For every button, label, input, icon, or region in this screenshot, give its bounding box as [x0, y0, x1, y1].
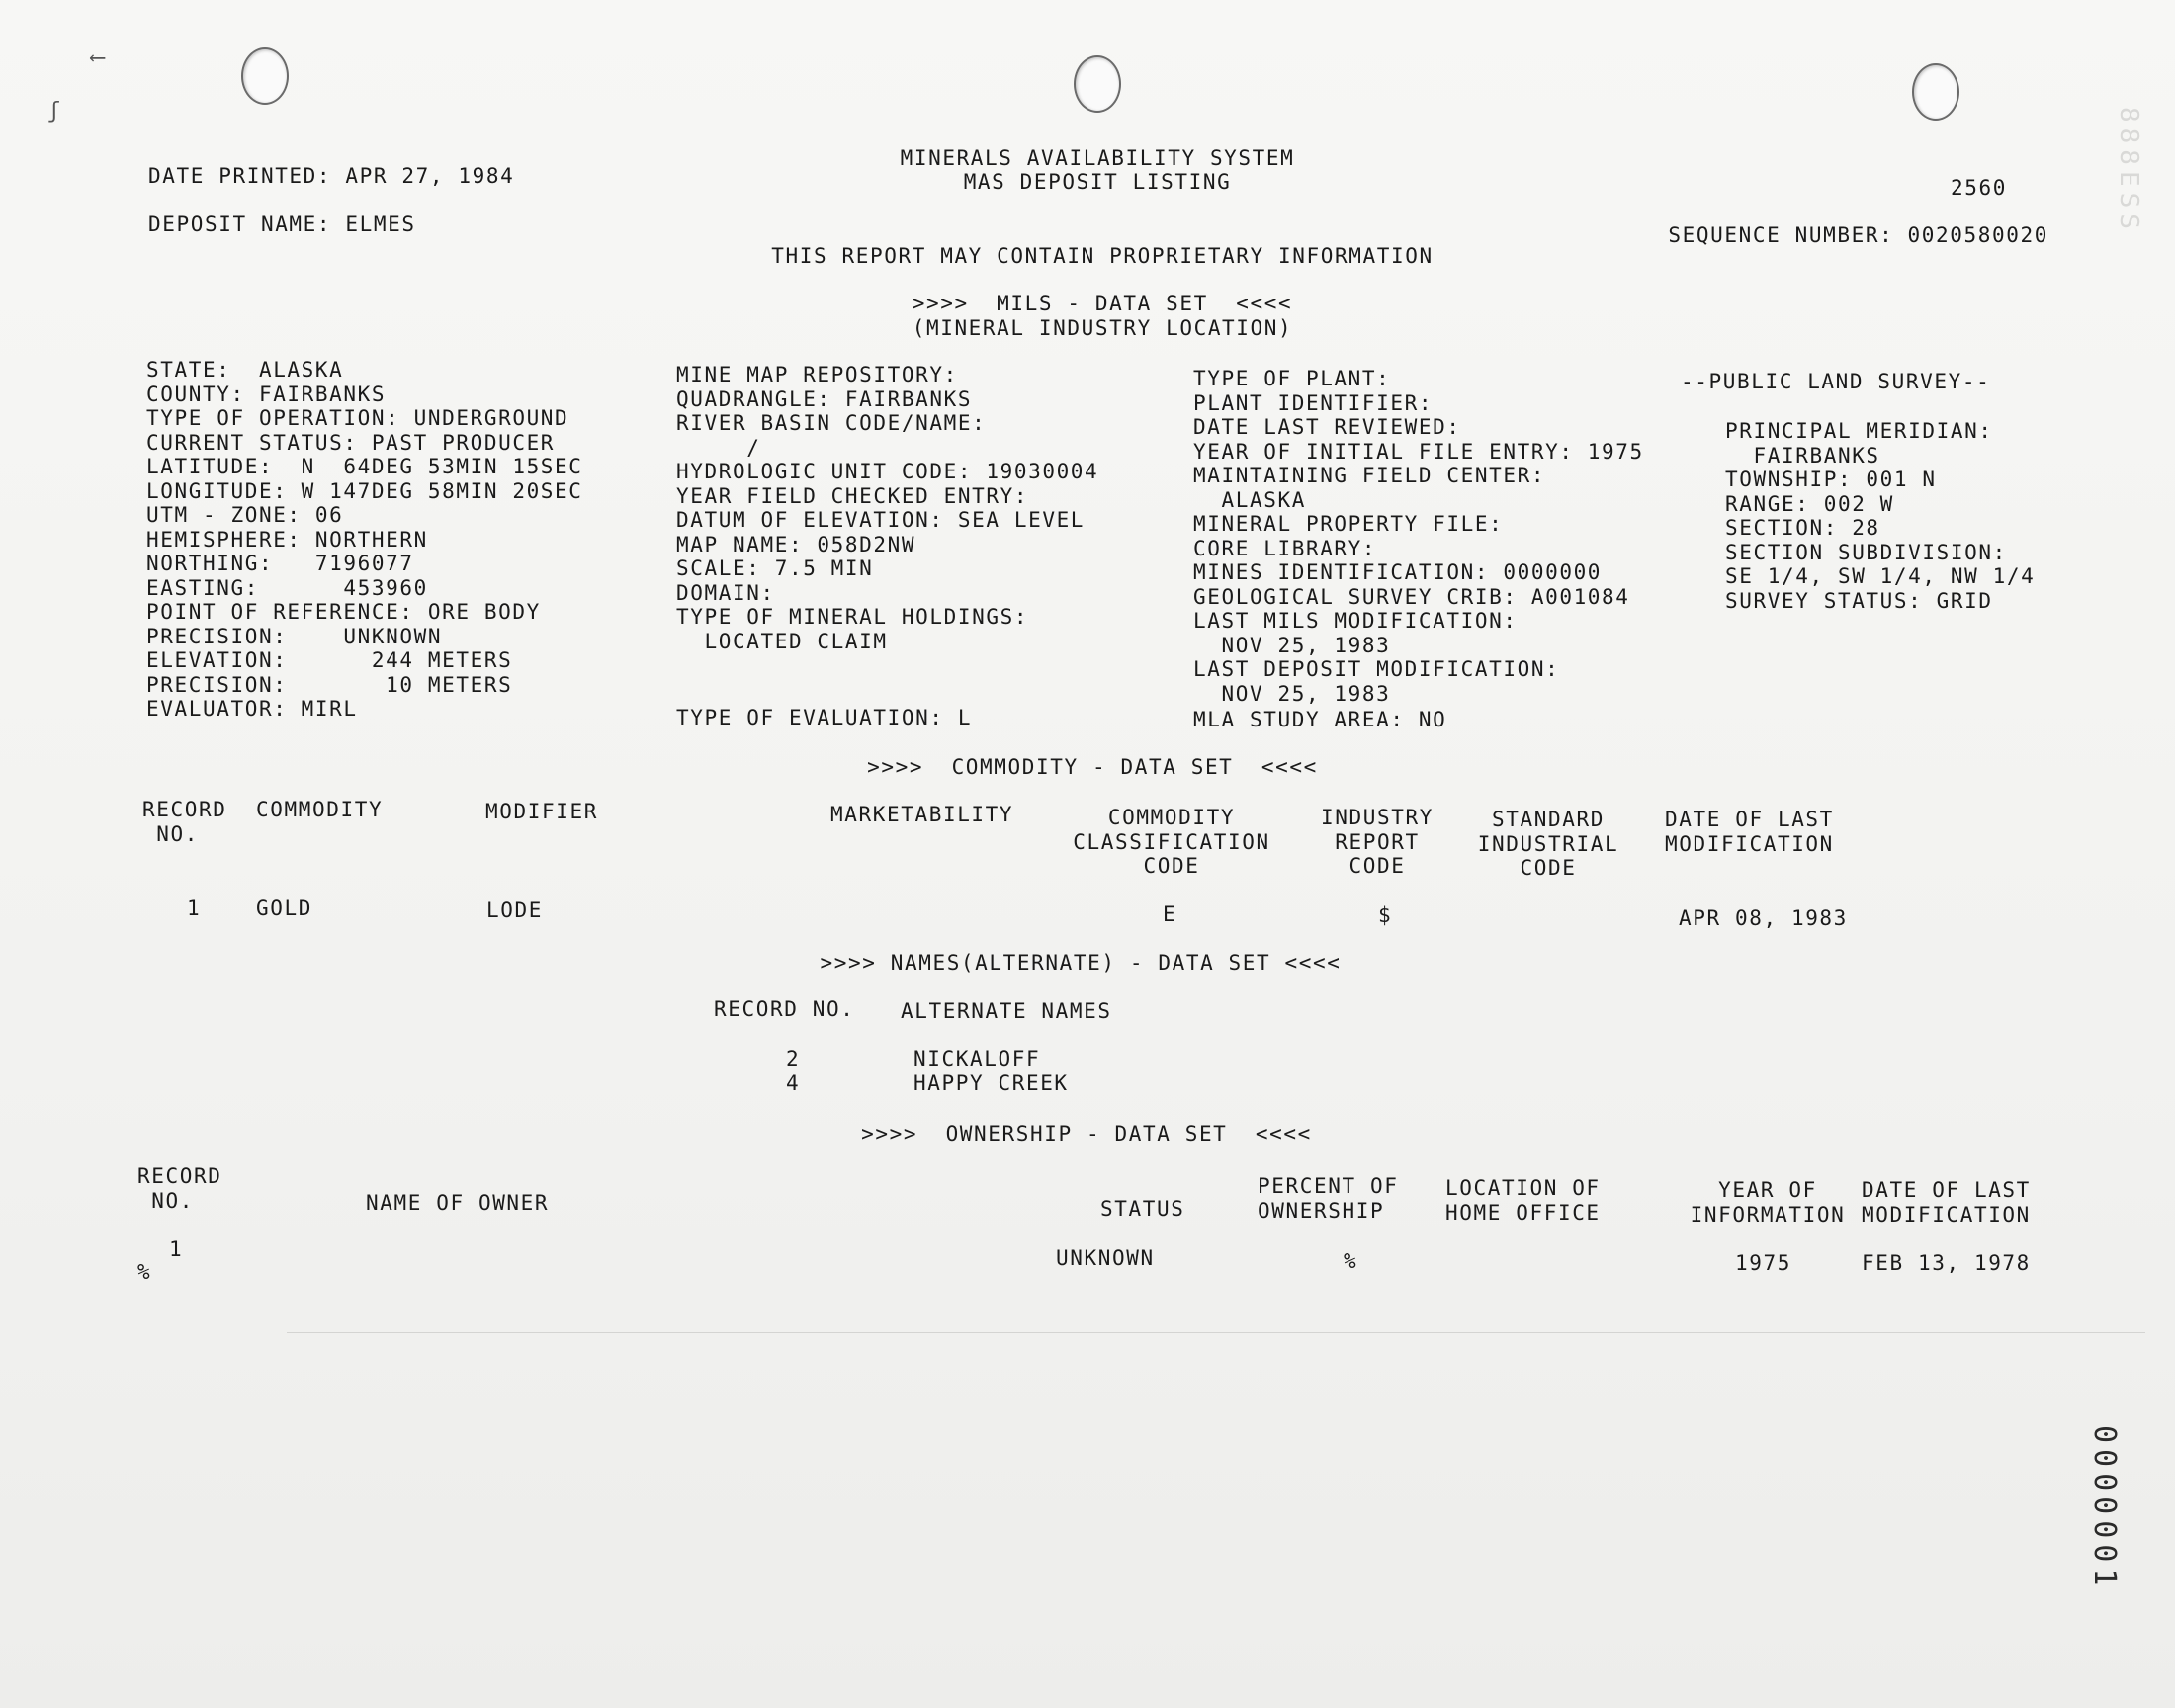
mils-field: HYDROLOGIC UNIT CODE: 19030004 [676, 460, 1099, 483]
commodity-record: 1 [187, 897, 202, 920]
mils-field: LOCATED CLAIM [676, 629, 888, 653]
mils-field: TYPE OF MINERAL HOLDINGS: [676, 605, 1029, 629]
commodity-date: APR 08, 1983 [1679, 906, 1848, 930]
mils-field: COUNTY: FAIRBANKS [146, 382, 387, 406]
mla-study-area: MLA STUDY AREA: NO [1193, 708, 1447, 731]
ownership-title: >>>> OWNERSHIP - DATA SET <<<< [861, 1122, 1312, 1146]
commodity-header-date: DATE OF LAST MODIFICATION [1665, 808, 1834, 856]
mils-field: / [676, 435, 761, 460]
mils-field: HEMISPHERE: NORTHERN [146, 527, 428, 552]
commodity-header-commodity: COMMODITY [256, 798, 384, 821]
pls-field: SURVEY STATUS: GRID [1725, 588, 1993, 613]
ownership-percent: % [1344, 1249, 1358, 1273]
mils-field: NORTHING: 7196077 [146, 552, 414, 575]
names-header-name: ALTERNATE NAMES [901, 999, 1112, 1023]
commodity-header-sic: STANDARD INDUSTRIAL CODE [1477, 808, 1619, 880]
mils-field: MINES IDENTIFICATION: 0000000 [1193, 560, 1603, 584]
mils-field: ELEVATION: 244 METERS [146, 648, 513, 672]
mils-field: NOV 25, 1983 [1193, 681, 1391, 706]
commodity-industry-code: $ [1378, 903, 1393, 927]
names-title: >>>> NAMES(ALTERNATE) - DATA SET <<<< [820, 951, 1342, 975]
mils-field: CORE LIBRARY: [1193, 536, 1377, 560]
mils-title: >>>> MILS - DATA SET <<<< [912, 292, 1293, 315]
mils-field: DATE LAST REVIEWED: [1193, 415, 1461, 439]
mils-field: PRECISION: 10 METERS [146, 672, 513, 697]
mils-field: QUADRANGLE: FAIRBANKS [676, 386, 973, 411]
mils-field: EVALUATOR: MIRL [146, 697, 358, 721]
ownership-year: 1975 [1735, 1251, 1791, 1275]
mils-field: LATITUDE: N 64DEG 53MIN 15SEC [146, 455, 583, 478]
mils-field: DATUM OF ELEVATION: SEA LEVEL [676, 508, 1086, 532]
pls-field: PRINCIPAL MERIDIAN: [1725, 419, 1993, 443]
names-header-record: RECORD NO. [714, 997, 855, 1021]
mils-field: SCALE: 7.5 MIN [676, 556, 874, 580]
ownership-date: FEB 13, 1978 [1862, 1251, 2031, 1275]
mils-field: UTM - ZONE: 06 [146, 503, 344, 527]
faint-bleed-through-number: 888ESS [2114, 107, 2143, 235]
pls-field: RANGE: 002 W [1725, 491, 1894, 516]
public-land-survey-title: --PUBLIC LAND SURVEY-- [1681, 370, 1991, 393]
commodity-header-classification: COMMODITY CLASSIFICATION CODE [1073, 806, 1270, 878]
mils-field: GEOLOGICAL SURVEY CRIB: A001084 [1193, 584, 1630, 609]
sequence-number: SEQUENCE NUMBER: 0020580020 [1668, 223, 2048, 247]
names-alternate: HAPPY CREEK [914, 1071, 1069, 1095]
ownership-status: UNKNOWN [1056, 1246, 1155, 1270]
mils-field: LAST MILS MODIFICATION: [1193, 609, 1518, 633]
mils-field: MAP NAME: 058D2NW [676, 532, 916, 556]
names-alternate: NICKALOFF [914, 1047, 1041, 1070]
mils-field: PRECISION: UNKNOWN [146, 624, 443, 648]
commodity-classification: E [1163, 902, 1177, 926]
mils-field: ALASKA [1193, 487, 1306, 512]
mils-field: CURRENT STATUS: PAST PRODUCER [146, 430, 556, 455]
ownership-marker: % [137, 1260, 152, 1284]
mils-field: MINE MAP REPOSITORY: [676, 363, 958, 386]
ownership-header-date: DATE OF LAST MODIFICATION [1862, 1178, 2031, 1227]
date-printed: DATE PRINTED: APR 27, 1984 [148, 164, 515, 188]
deposit-name: DEPOSIT NAME: ELMES [148, 213, 416, 236]
mils-field: YEAR FIELD CHECKED ENTRY: [676, 483, 1029, 508]
commodity-name: GOLD [256, 897, 312, 920]
mils-field: PLANT IDENTIFIER: [1193, 390, 1434, 415]
commodity-header-record: RECORD NO. [142, 798, 227, 846]
mils-field: MAINTAINING FIELD CENTER: [1193, 464, 1546, 487]
mils-subtitle: (MINERAL INDUSTRY LOCATION) [912, 316, 1293, 340]
pls-field: SECTION: 28 [1725, 516, 1880, 540]
type-of-evaluation: TYPE OF EVALUATION: L [676, 706, 973, 729]
pls-field: SECTION SUBDIVISION: [1725, 540, 2007, 564]
ownership-header-status: STATUS [1100, 1197, 1185, 1221]
names-record: 2 [786, 1047, 801, 1070]
mils-field: LAST DEPOSIT MODIFICATION: [1193, 657, 1560, 681]
mils-field: POINT OF REFERENCE: ORE BODY [146, 600, 541, 624]
pencil-mark: ⟵ [91, 45, 105, 70]
mils-field: MINERAL PROPERTY FILE: [1193, 512, 1504, 536]
binder-hole-middle [1074, 55, 1121, 113]
mils-field: NOV 25, 1983 [1193, 633, 1391, 657]
mils-field: TYPE OF PLANT: [1193, 367, 1391, 390]
commodity-modifier: LODE [486, 898, 543, 922]
proprietary-notice: THIS REPORT MAY CONTAIN PROPRIETARY INFORMATION [771, 244, 1434, 268]
mils-field: EASTING: 453960 [146, 575, 428, 600]
mils-field: YEAR OF INITIAL FILE ENTRY: 1975 [1193, 439, 1644, 464]
mils-field: DOMAIN: [676, 580, 775, 605]
names-record: 4 [786, 1071, 801, 1095]
document-stamp-number: 0000001 [2087, 1425, 2122, 1592]
commodity-header-industry: INDUSTRY REPORT CODE [1321, 806, 1434, 878]
page-number: 2560 [1951, 176, 2007, 200]
ownership-header-location: LOCATION OF HOME OFFICE [1445, 1176, 1601, 1225]
commodity-header-modifier: MODIFIER [485, 800, 598, 823]
ownership-header-year: YEAR OF INFORMATION [1690, 1178, 1846, 1227]
pls-field: FAIRBANKS [1725, 443, 1880, 468]
bottom-rule [287, 1332, 2145, 1333]
ownership-header-owner: NAME OF OWNER [366, 1191, 550, 1215]
mils-field: LONGITUDE: W 147DEG 58MIN 20SEC [146, 478, 583, 503]
commodity-title: >>>> COMMODITY - DATA SET <<<< [867, 755, 1318, 779]
ownership-record: 1 [169, 1238, 184, 1261]
ownership-header-percent: PERCENT OF OWNERSHIP [1258, 1174, 1399, 1223]
listing-title: MAS DEPOSIT LISTING [963, 170, 1232, 194]
binder-hole-left [241, 47, 289, 105]
mils-field: RIVER BASIN CODE/NAME: [676, 411, 987, 435]
pls-field: SE 1/4, SW 1/4, NW 1/4 [1725, 564, 2036, 588]
binder-hole-right [1912, 63, 1959, 121]
ownership-header-record: RECORD NO. [137, 1164, 222, 1213]
mils-field: TYPE OF OPERATION: UNDERGROUND [146, 406, 569, 430]
commodity-header-marketability: MARKETABILITY [830, 803, 1014, 826]
pencil-mark: ʃ [47, 99, 61, 124]
mils-field: STATE: ALASKA [146, 358, 344, 382]
system-title: MINERALS AVAILABILITY SYSTEM [900, 146, 1295, 170]
pls-field: TOWNSHIP: 001 N [1725, 468, 1937, 491]
